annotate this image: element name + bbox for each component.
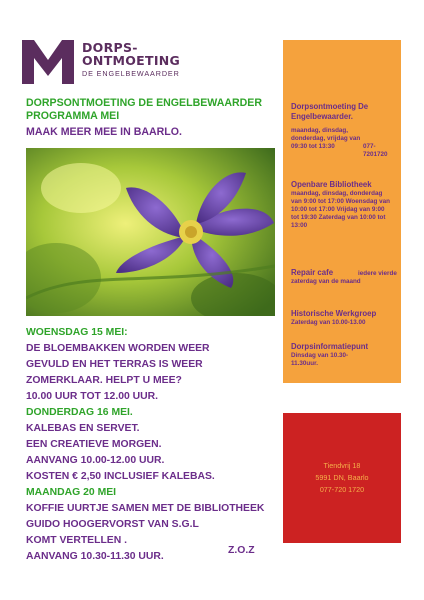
program-line: 10.00 UUR TOT 12.00 UUR. <box>26 391 159 402</box>
address-phone: 077-720 1720 <box>319 485 365 494</box>
program-line: KOFFIE UURTJE SAMEN MET DE BIBLIOTHEEK <box>26 503 265 514</box>
program-line: KALEBAS EN SERVET. <box>26 423 140 434</box>
sidebar-title-historische-werkgroep: Historische Werkgroep <box>291 309 377 318</box>
program-line: ZOMERKLAAR. HELPT U MEE? <box>26 375 182 386</box>
sidebar-title-bibliotheek: Openbare Bibliotheek <box>291 180 372 189</box>
logo-line-2: ONTMOETING <box>82 53 181 68</box>
sidebar-text-dorpsinformatiepunt: Dinsdag van 10.30-11.30uur. <box>291 352 349 367</box>
program-line: WOENSDAG 15 MEI: <box>26 327 128 338</box>
program-line: AANVANG 10.30-11.30 UUR. <box>26 551 164 562</box>
logo-m-icon <box>22 40 74 84</box>
sidebar-phone-dorpsontmoeting: 077-7201720 <box>363 143 388 158</box>
sidebar-hours-bibliotheek: maandag, dinsdag, donderdag van 9:00 tot 17:00 Woensdag van 10:00 tot 17:00 Vrijdag van 9:00 tot 19:30 Zaterdag van 10:00 tot 13:00 <box>291 190 390 229</box>
sidebar-title-dorpsinformatiepunt: Dorpsinformatiepunt <box>291 342 369 351</box>
header-title: DORPSONTMOETING DE ENGELBEWAARDER <box>26 97 263 109</box>
logo-line-1: DORPS- <box>82 40 138 55</box>
program-line: GUIDO HOOGERVORST VAN S.G.L <box>26 519 199 530</box>
program-footer-zoz: Z.O.Z <box>228 545 255 556</box>
program-line: AANVANG 10.00-12.00 UUR. <box>26 455 165 466</box>
program-line: KOMT VERTELLEN . <box>26 535 128 546</box>
address-box <box>283 413 401 543</box>
program-line: MAANDAG 20 MEI <box>26 487 117 498</box>
sidebar-title-dorpsontmoeting: Dorpsontmoeting De Engelbewaarder. <box>291 102 369 121</box>
address-street: Tiendvrij 18 <box>323 461 361 470</box>
purple-columbine-flower-icon <box>26 148 275 316</box>
program-list <box>26 325 286 565</box>
program-line: GEVULD EN HET TERRAS IS WEER <box>26 359 203 370</box>
sidebar-text-historische-werkgroep: Zaterdag van 10.00-13.00 <box>291 319 366 326</box>
sidebar-hours-dorpsontmoeting: maandag, dinsdag, donderdag, vrijdag van 09:30 tot 13:30 <box>291 127 361 150</box>
program-line: KOSTEN € 2,50 INCLUSIEF KALEBAS. <box>26 471 215 482</box>
header-subtitle: PROGRAMMA MEI <box>26 110 120 122</box>
logo-wordmark <box>82 41 180 78</box>
program-line: DE BLOEMBAKKEN WORDEN WEER <box>26 343 210 354</box>
program-line: EEN CREATIEVE MORGEN. <box>26 439 162 450</box>
sidebar-title-repair-cafe: Repair cafe <box>291 268 334 277</box>
logo-line-3: DE ENGELBEWAARDER <box>82 69 180 78</box>
sidebar-text-repair-cafe: iedere vierde zaterdag van de maand <box>291 270 397 285</box>
program-line: DONDERDAG 16 MEI. <box>26 407 133 418</box>
header-slogan: MAAK MEER MEE IN BAARLO. <box>26 126 182 138</box>
flower-photo <box>26 148 275 316</box>
info-sidebar <box>283 40 401 383</box>
address-city: 5991 DN, Baarlo <box>315 473 369 482</box>
